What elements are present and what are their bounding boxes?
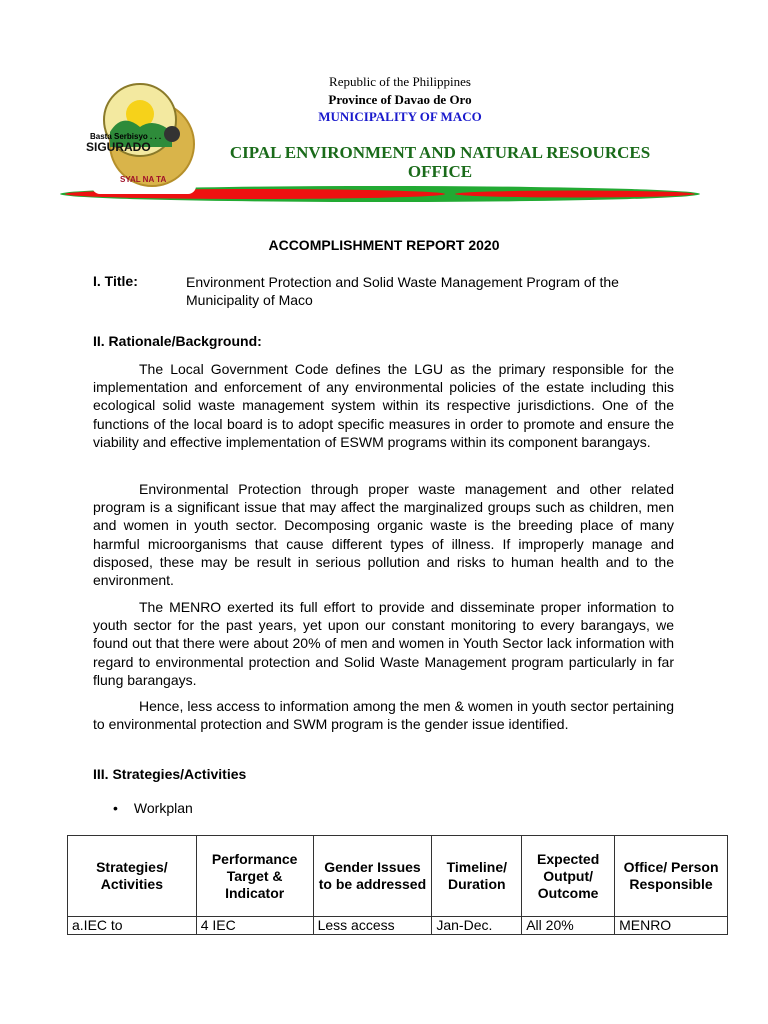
- table-row: [68, 917, 728, 935]
- bullet-icon: •: [113, 800, 118, 816]
- table-cell: MENRO: [615, 917, 728, 935]
- office-name-line1: CIPAL ENVIRONMENT AND NATURAL RESOURCES: [229, 143, 651, 162]
- svg-text:SYAL NA TA: SYAL NA TA: [120, 175, 167, 184]
- table-cell: Jan-Dec.: [432, 917, 522, 935]
- rationale-heading: II. Rationale/Background:: [93, 333, 262, 349]
- table-header-row: [68, 836, 728, 917]
- paragraph-4: Hence, less access to information among the men & women in youth sector pertaining to environmental protection and SWM program is the gender issue identified.: [93, 698, 674, 733]
- strategies-heading: III. Strategies/Activities: [93, 766, 247, 782]
- table-header: Timeline/ Duration: [432, 836, 522, 917]
- table-cell: a.IEC to: [68, 917, 197, 935]
- office-name-line2: OFFICE: [407, 162, 473, 181]
- title-value-line1: Environment Protection and Solid Waste Management Program of the: [186, 274, 619, 290]
- table-cell: 4 IEC: [196, 917, 313, 935]
- paragraph-1: The Local Government Code defines the LGU as the primary responsible for the implementation and enforcement of any environmental policies of the estate including this ecological solid waste management system within its respective jurisdictions. One of the functions of the local board is to adopt specific measures in order to promote and ensure the viability and effective implementation of ESWM programs within its component barangays.: [93, 361, 674, 450]
- title-label: I. Title:: [93, 273, 138, 289]
- bullet-workplan: • Workplan: [113, 800, 193, 816]
- report-heading: ACCOMPLISHMENT REPORT 2020: [268, 237, 500, 253]
- table-header: Expected Output/ Outcome: [522, 836, 615, 917]
- menro-logo: [86, 72, 196, 194]
- title-value-line2: Municipality of Maco: [186, 292, 313, 309]
- table-header: Gender Issues to be addressed: [313, 836, 432, 917]
- logo-tagline: Basta Serbisyo . . .: [90, 132, 162, 141]
- header-municipality: MUNICIPALITY OF MACO: [318, 109, 482, 124]
- table-header: Office/ Person Responsible: [615, 836, 728, 917]
- header-province: Province of Davao de Oro: [328, 92, 472, 107]
- table-cell: Less access: [313, 917, 432, 935]
- logo-sigurado: SIGURADO: [86, 140, 151, 154]
- table-cell: All 20%: [522, 917, 615, 935]
- workplan-table: [67, 835, 728, 935]
- table-header: Strategies/ Activities: [68, 836, 197, 917]
- table-header: Performance Target & Indicator: [196, 836, 313, 917]
- title-value: [186, 273, 619, 309]
- paragraph-3: The MENRO exerted its full effort to provide and disseminate proper information to youth sector for the past years, yet upon our constant monitoring to every barangays, we found out that there were about 20% of men and women in Youth Sector lack information with regard to environmental protection and Solid Waste Management program particularly in far flung barangays.: [93, 599, 674, 688]
- header-republic: Republic of the Philippines: [329, 74, 471, 89]
- paragraph-2: Environmental Protection through proper waste management and other related program is a significant issue that may affect the marginalized groups such as children, men and women in youth sector. Decomposing organic waste is the breeding place of many harmful microorganisms that cause different types of illness. If improperly manage and disposed, these may be result in serious pollution and risks to human health and to the environment.: [93, 481, 674, 589]
